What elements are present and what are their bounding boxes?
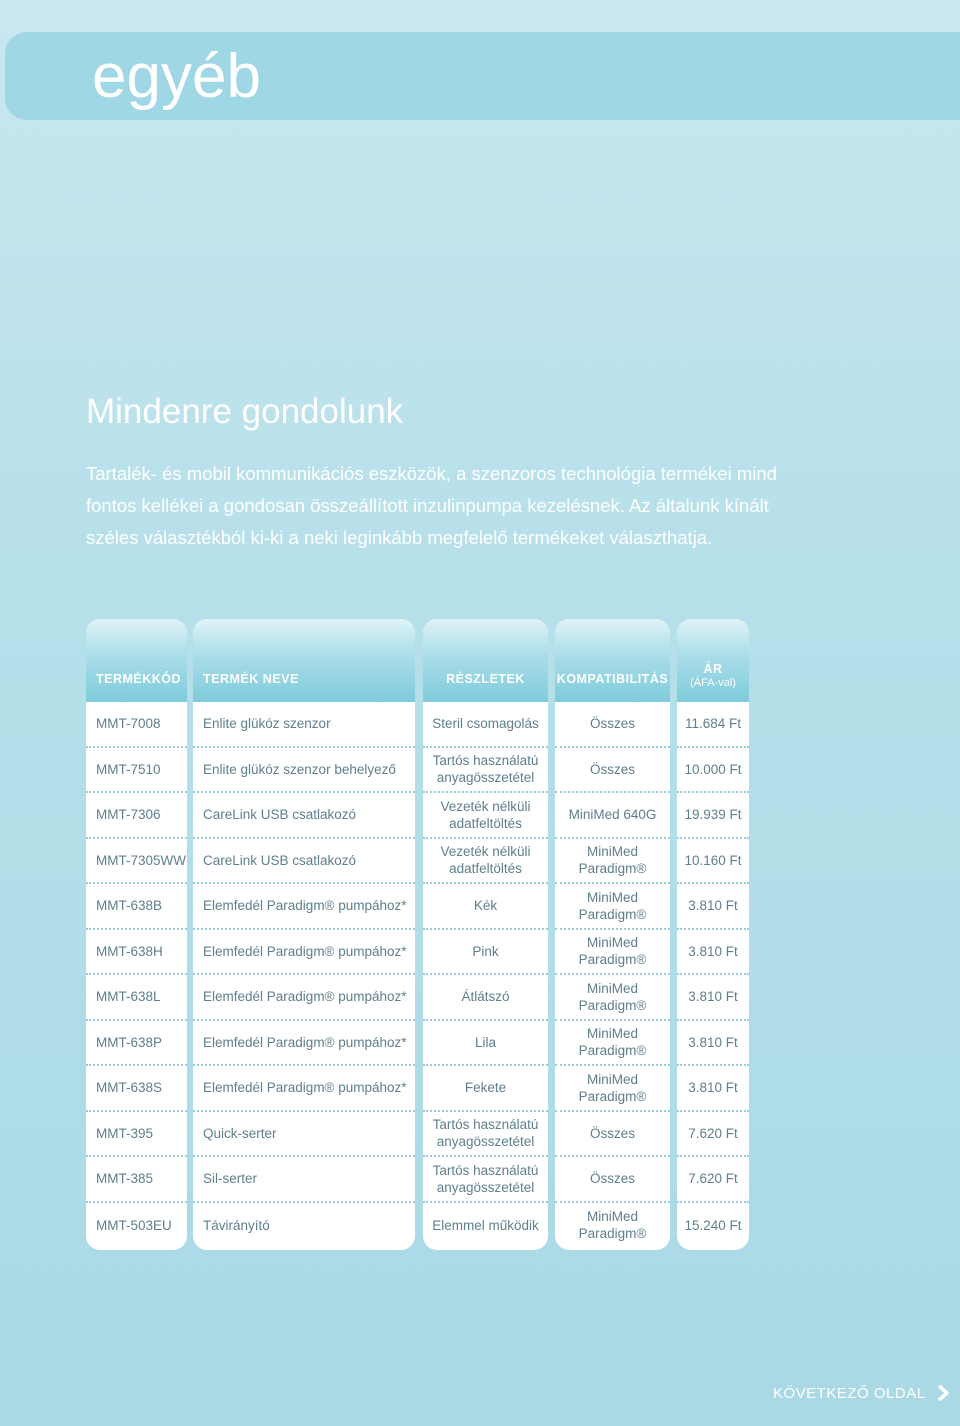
header-compatibility: KOMPATIBILITÁS	[555, 619, 670, 702]
cell-text: Elemfedél Paradigm® pumpához*	[203, 1034, 407, 1050]
table-cell	[423, 793, 548, 839]
table-cell	[193, 1157, 415, 1203]
next-page-label: KÖVETKEZŐ OLDAL	[773, 1384, 926, 1402]
table-cell	[423, 930, 548, 976]
section-intro: Tartalék- és mobil kommunikációs eszközök, a szenzoros technológia termékei mind fontos kellékei a gondosan összeállított inzulinpumpa kezelésnek. Az általunk kínált széles választékból ki-ki a neki leginkább megfelelő termékeket választhatja.	[86, 463, 777, 548]
cell-text: CareLink USB csatlakozó	[203, 852, 357, 868]
column-compatibility	[555, 619, 670, 1250]
table-cell	[423, 1203, 548, 1249]
table-cell	[86, 975, 187, 1021]
cell-text: CareLink USB csatlakozó	[203, 807, 357, 823]
cell-text: Összes	[589, 761, 635, 777]
cell-text: Összes	[589, 716, 635, 732]
cell-text: Sil-serter	[203, 1171, 258, 1187]
table-cell	[86, 1112, 187, 1158]
table-cell	[555, 1021, 670, 1067]
cell-text: MiniMed Paradigm®	[578, 1026, 647, 1059]
cell-text: Fekete	[464, 1080, 507, 1096]
compatibility-cells	[555, 702, 670, 1248]
cell-text: Átlátszó	[461, 989, 510, 1005]
product-name-cells	[193, 702, 415, 1248]
table-cell	[555, 975, 670, 1021]
cell-text: 3.810 Ft	[688, 1080, 738, 1096]
table-cell	[555, 793, 670, 839]
cell-text: Összes	[589, 1125, 635, 1141]
page-title: egyéb	[92, 42, 261, 111]
column-product-name	[193, 619, 415, 1250]
table-cell	[555, 1157, 670, 1203]
cell-text: 7.620 Ft	[688, 1125, 738, 1141]
table-cell	[555, 702, 670, 748]
cell-text: MMT-385	[96, 1171, 154, 1187]
table-cell	[193, 702, 415, 748]
cell-text: 19.939 Ft	[684, 807, 742, 823]
table-cell	[86, 793, 187, 839]
cell-text: MiniMed Paradigm®	[578, 935, 647, 968]
cell-text: MMT-638L	[96, 989, 161, 1005]
table-cell	[423, 975, 548, 1021]
cell-text: Elemfedél Paradigm® pumpához*	[203, 1080, 407, 1096]
table-cell	[423, 1066, 548, 1112]
table-cell	[86, 1021, 187, 1067]
cell-text: MMT-638P	[96, 1034, 163, 1050]
table-cell	[193, 884, 415, 930]
cell-text: 3.810 Ft	[688, 898, 738, 914]
table-cell	[86, 748, 187, 794]
cell-text: Pink	[472, 943, 499, 959]
product-code-cells	[86, 702, 187, 1248]
table-cell	[86, 1066, 187, 1112]
table-cell	[555, 839, 670, 885]
column-product-code	[86, 619, 187, 1250]
table-cell	[677, 975, 749, 1021]
table-cell	[193, 839, 415, 885]
cell-text: 3.810 Ft	[688, 989, 738, 1005]
details-cells	[423, 702, 548, 1248]
cell-text: Kék	[473, 898, 498, 914]
cell-text: 10.160 Ft	[684, 852, 742, 868]
table-cell	[423, 748, 548, 794]
column-details	[423, 619, 548, 1250]
price-cells	[677, 702, 749, 1248]
table-cell	[555, 1203, 670, 1249]
table-cell	[555, 884, 670, 930]
table-cell	[193, 975, 415, 1021]
cell-text: Tartós használatú anyagösszetétel	[432, 1162, 539, 1195]
table-cell	[423, 702, 548, 748]
table-cell	[86, 702, 187, 748]
table-cell	[555, 1112, 670, 1158]
table-cell	[423, 1112, 548, 1158]
cell-text: Lila	[474, 1034, 496, 1050]
table-cell	[423, 1157, 548, 1203]
header-details: RÉSZLETEK	[423, 619, 548, 702]
cell-text: MMT-395	[96, 1125, 154, 1141]
table-cell	[677, 1203, 749, 1249]
table-cell	[423, 884, 548, 930]
table-cell	[677, 1066, 749, 1112]
table-cell	[193, 793, 415, 839]
table-cell	[423, 1021, 548, 1067]
cell-text: Elemfedél Paradigm® pumpához*	[203, 989, 407, 1005]
table-cell	[555, 930, 670, 976]
cell-text: MMT-7510	[96, 761, 161, 777]
cell-text: Elemfedél Paradigm® pumpához*	[203, 898, 407, 914]
table-cell	[86, 1157, 187, 1203]
next-page-link[interactable]	[773, 1384, 950, 1402]
table-cell	[677, 884, 749, 930]
chevron-right-icon	[936, 1384, 950, 1402]
table-cell	[555, 1066, 670, 1112]
cell-text: Távirányító	[203, 1217, 270, 1233]
table-cell	[677, 839, 749, 885]
table-cell	[193, 930, 415, 976]
cell-text: Enlite glükóz szenzor behelyező	[203, 761, 396, 777]
cell-text: Tartós használatú anyagösszetétel	[432, 753, 539, 786]
column-price	[677, 619, 749, 1250]
cell-text: 11.684 Ft	[684, 716, 742, 732]
cell-text: Quick-serter	[203, 1125, 277, 1141]
table-cell	[677, 1157, 749, 1203]
header-price: ÁR (ÁFA-val)	[677, 619, 749, 702]
cell-text: 15.240 Ft	[684, 1217, 742, 1233]
cell-text: MMT-638B	[96, 898, 163, 914]
table-cell	[677, 702, 749, 748]
table-cell	[677, 748, 749, 794]
cell-text: MiniMed Paradigm®	[578, 889, 647, 922]
cell-text: MMT-7305WW	[96, 852, 187, 868]
table-cell	[193, 1021, 415, 1067]
table-cell	[193, 748, 415, 794]
table-cell	[193, 1066, 415, 1112]
cell-text: MMT-503EU	[96, 1217, 172, 1233]
table-cell	[677, 1021, 749, 1067]
cell-text: Elemmel működik	[432, 1217, 539, 1233]
table-cell	[555, 748, 670, 794]
header-product-name: TERMÉK NEVE	[193, 619, 415, 702]
table-cell	[86, 930, 187, 976]
cell-text: 10.000 Ft	[684, 761, 742, 777]
cell-text: 7.620 Ft	[688, 1171, 738, 1187]
cell-text: MiniMed 640G	[568, 807, 657, 823]
table-cell	[677, 1112, 749, 1158]
cell-text: Elemfedél Paradigm® pumpához*	[203, 943, 407, 959]
table-cell	[677, 793, 749, 839]
cell-text: Vezeték nélküli adatfeltöltés	[440, 844, 531, 877]
cell-text: Összes	[589, 1171, 635, 1187]
cell-text: MiniMed Paradigm®	[578, 1071, 647, 1104]
cell-text: MMT-638S	[96, 1080, 163, 1096]
cell-text: Enlite glükóz szenzor	[203, 716, 331, 732]
cell-text: Tartós használatú anyagösszetétel	[432, 1117, 539, 1150]
cell-text: Steril csomagolás	[432, 716, 539, 732]
table-cell	[193, 1203, 415, 1249]
section-heading: Mindenre gondolunk	[86, 392, 404, 431]
cell-text: MMT-7008	[96, 716, 161, 732]
cell-text: 3.810 Ft	[688, 943, 738, 959]
cell-text: MMT-638H	[96, 943, 163, 959]
table-cell	[86, 884, 187, 930]
cell-text: MiniMed Paradigm®	[578, 980, 647, 1013]
cell-text: 3.810 Ft	[688, 1034, 738, 1050]
cell-text: MiniMed Paradigm®	[578, 1209, 647, 1242]
table-cell	[86, 1203, 187, 1249]
cell-text: MiniMed Paradigm®	[578, 844, 647, 877]
cell-text: Vezeték nélküli adatfeltöltés	[440, 798, 531, 831]
header-product-code: TERMÉKKÓD	[86, 619, 187, 702]
table-cell	[423, 839, 548, 885]
table-cell	[193, 1112, 415, 1158]
table-cell	[86, 839, 187, 885]
table-cell	[677, 930, 749, 976]
cell-text: MMT-7306	[96, 807, 161, 823]
